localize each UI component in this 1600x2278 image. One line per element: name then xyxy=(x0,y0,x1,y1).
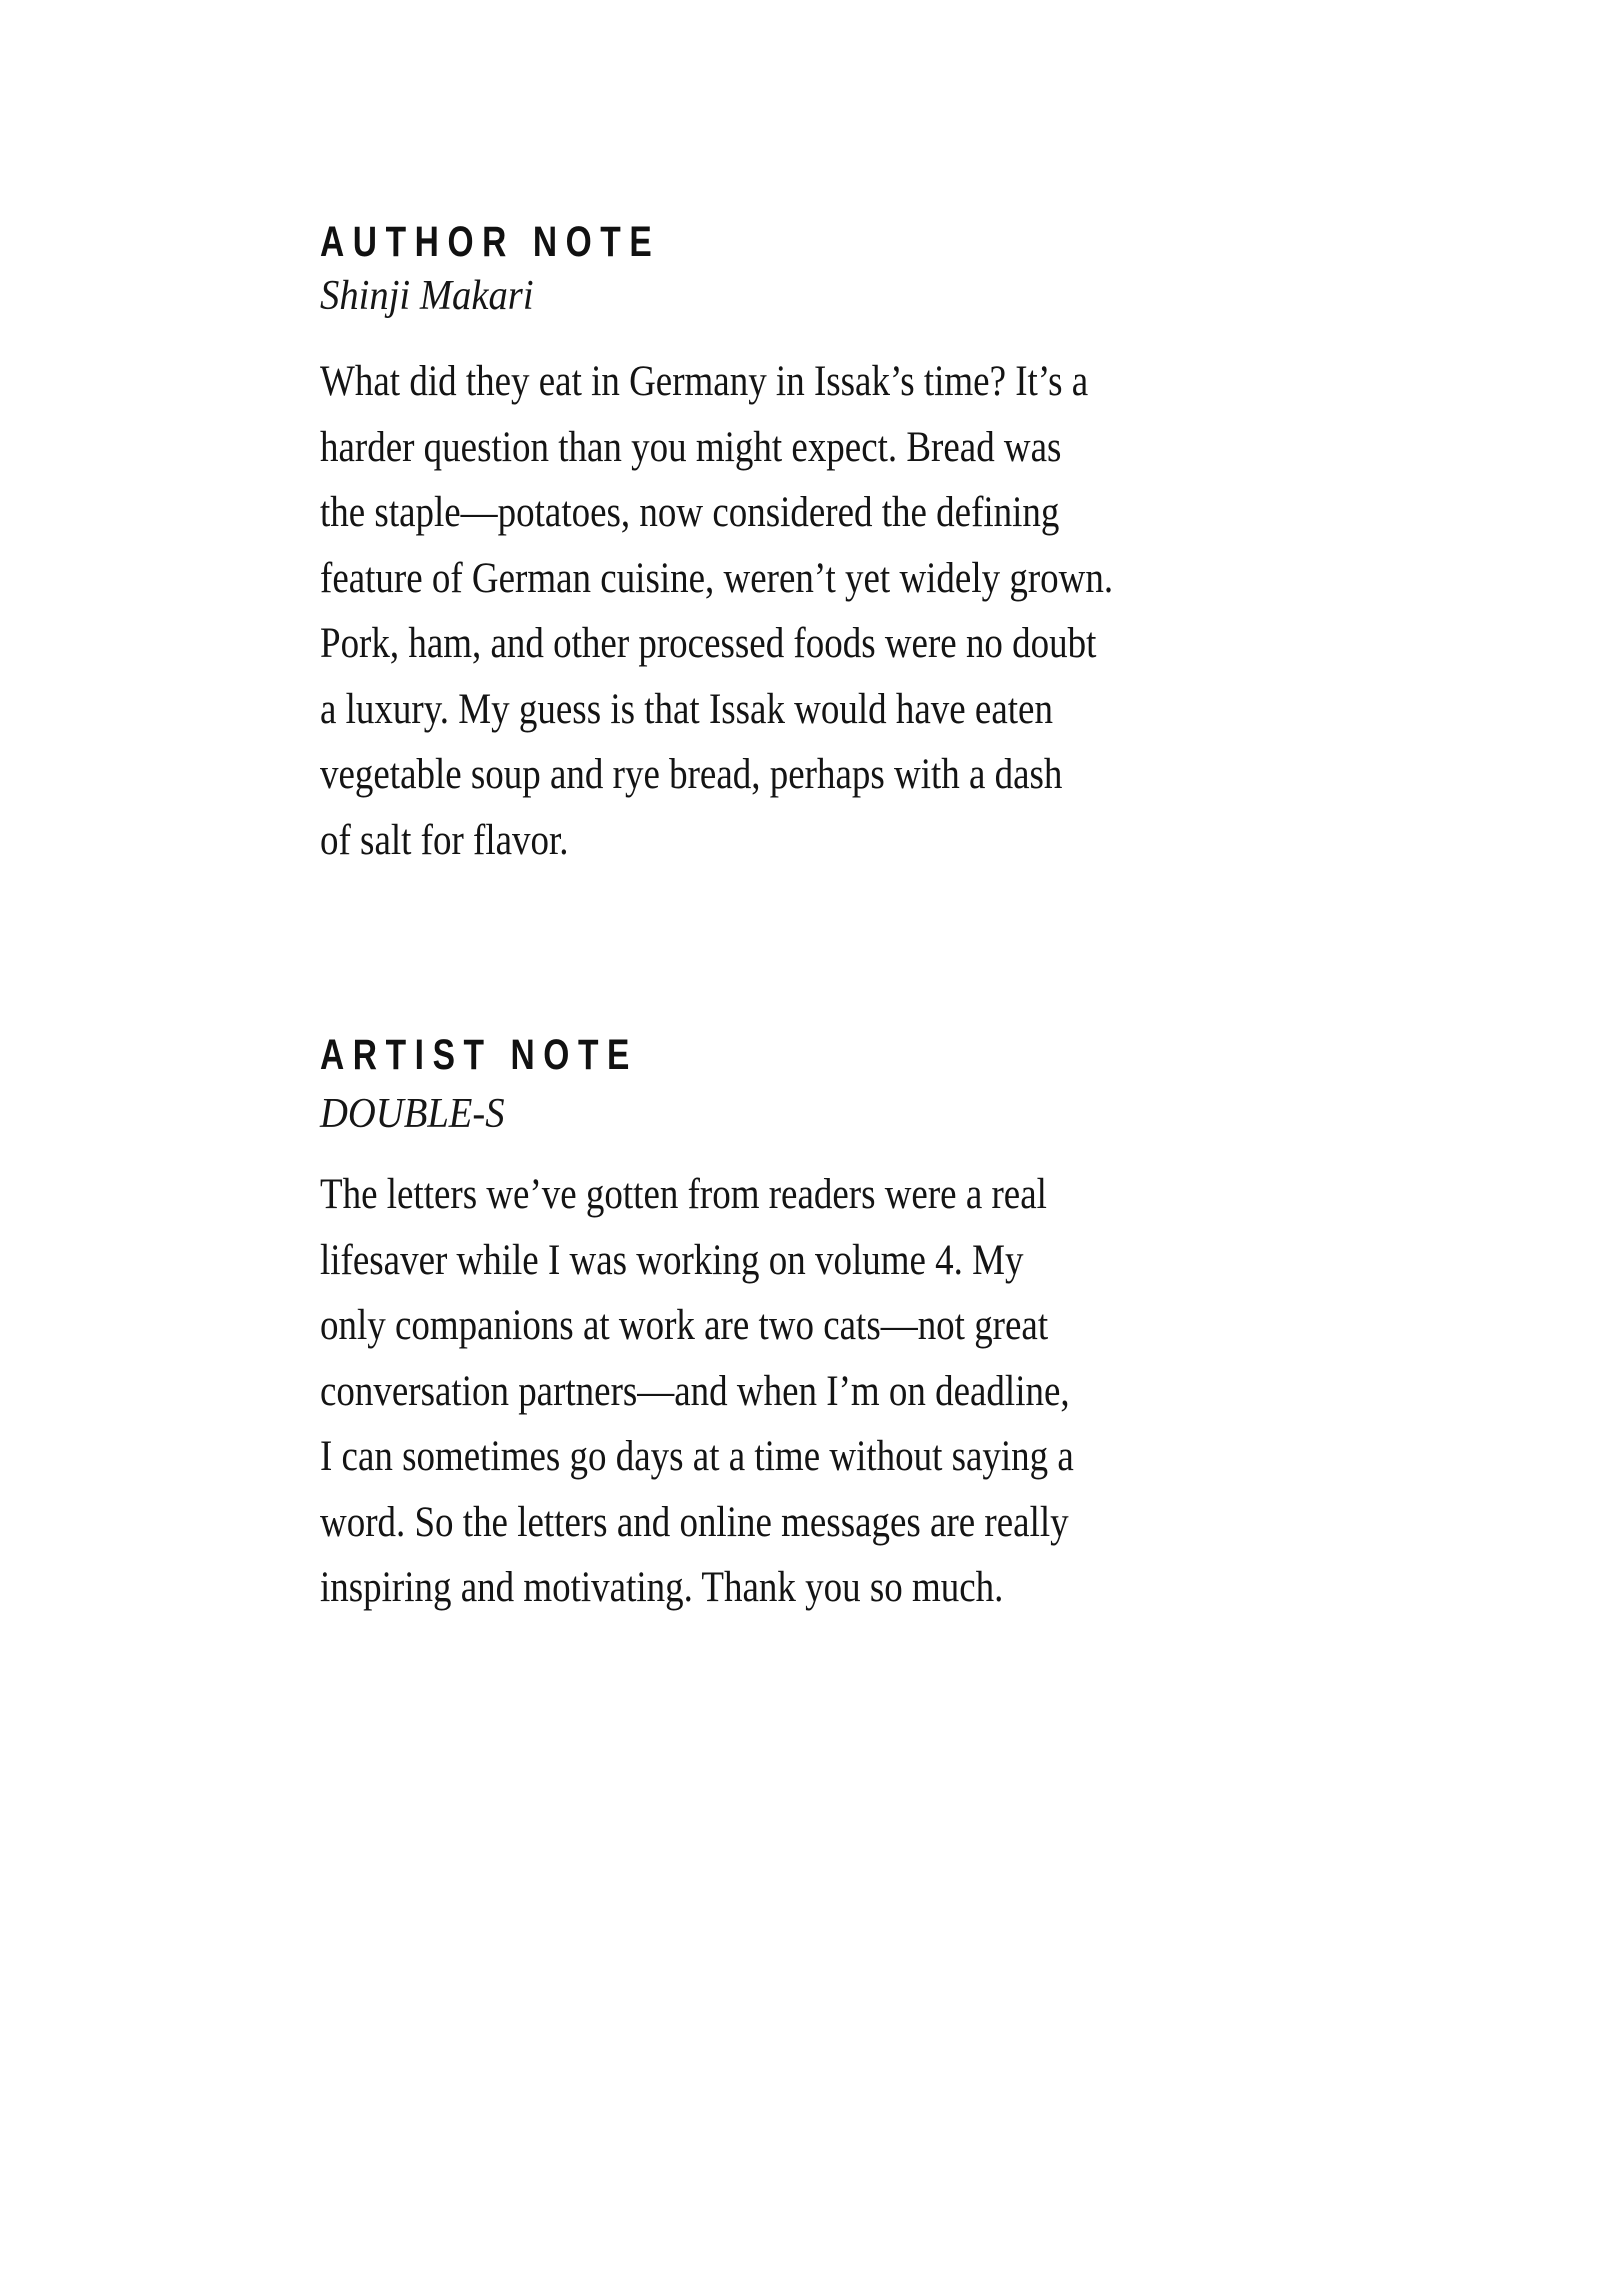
author-note-body xyxy=(320,349,1242,873)
body-line: word. So the letters and online messages are really xyxy=(320,1498,1069,1546)
body-line: of salt for flavor. xyxy=(320,816,569,864)
author-note-heading: AUTHOR NOTE xyxy=(320,218,661,266)
body-line: Pork, ham, and other processed foods were no doubt xyxy=(320,620,1097,667)
body-line: lifesaver while I was working on volume 4. My xyxy=(320,1236,1024,1284)
body-line: inspiring and motivating. Thank you so much. xyxy=(320,1564,1004,1611)
body-line: the staple—potatoes, now considered the defining xyxy=(320,489,1060,536)
body-line: harder question than you might expect. Bread was xyxy=(320,423,1062,471)
body-line: feature of German cuisine, weren’t yet widely grown. xyxy=(320,554,1114,602)
body-line: I can sometimes go days at a time without saying a xyxy=(320,1433,1074,1480)
body-line: What did they eat in Germany in Issak’s time? It’s a xyxy=(320,358,1089,405)
author-name: Shinji Makari xyxy=(320,273,534,319)
artist-name: DOUBLE-S xyxy=(320,1091,505,1137)
body-line: conversation partners—and when I’m on deadline, xyxy=(320,1367,1070,1415)
body-line: a luxury. My guess is that Issak would have eaten xyxy=(320,685,1053,733)
artist-note-body xyxy=(320,1162,1197,1621)
body-line: vegetable soup and rye bread, perhaps with a dash xyxy=(320,751,1063,798)
artist-note-heading: ARTIST NOTE xyxy=(320,1031,638,1079)
body-line: only companions at work are two cats—not great xyxy=(320,1302,1049,1349)
body-line: The letters we’ve gotten from readers were a real xyxy=(320,1171,1047,1218)
